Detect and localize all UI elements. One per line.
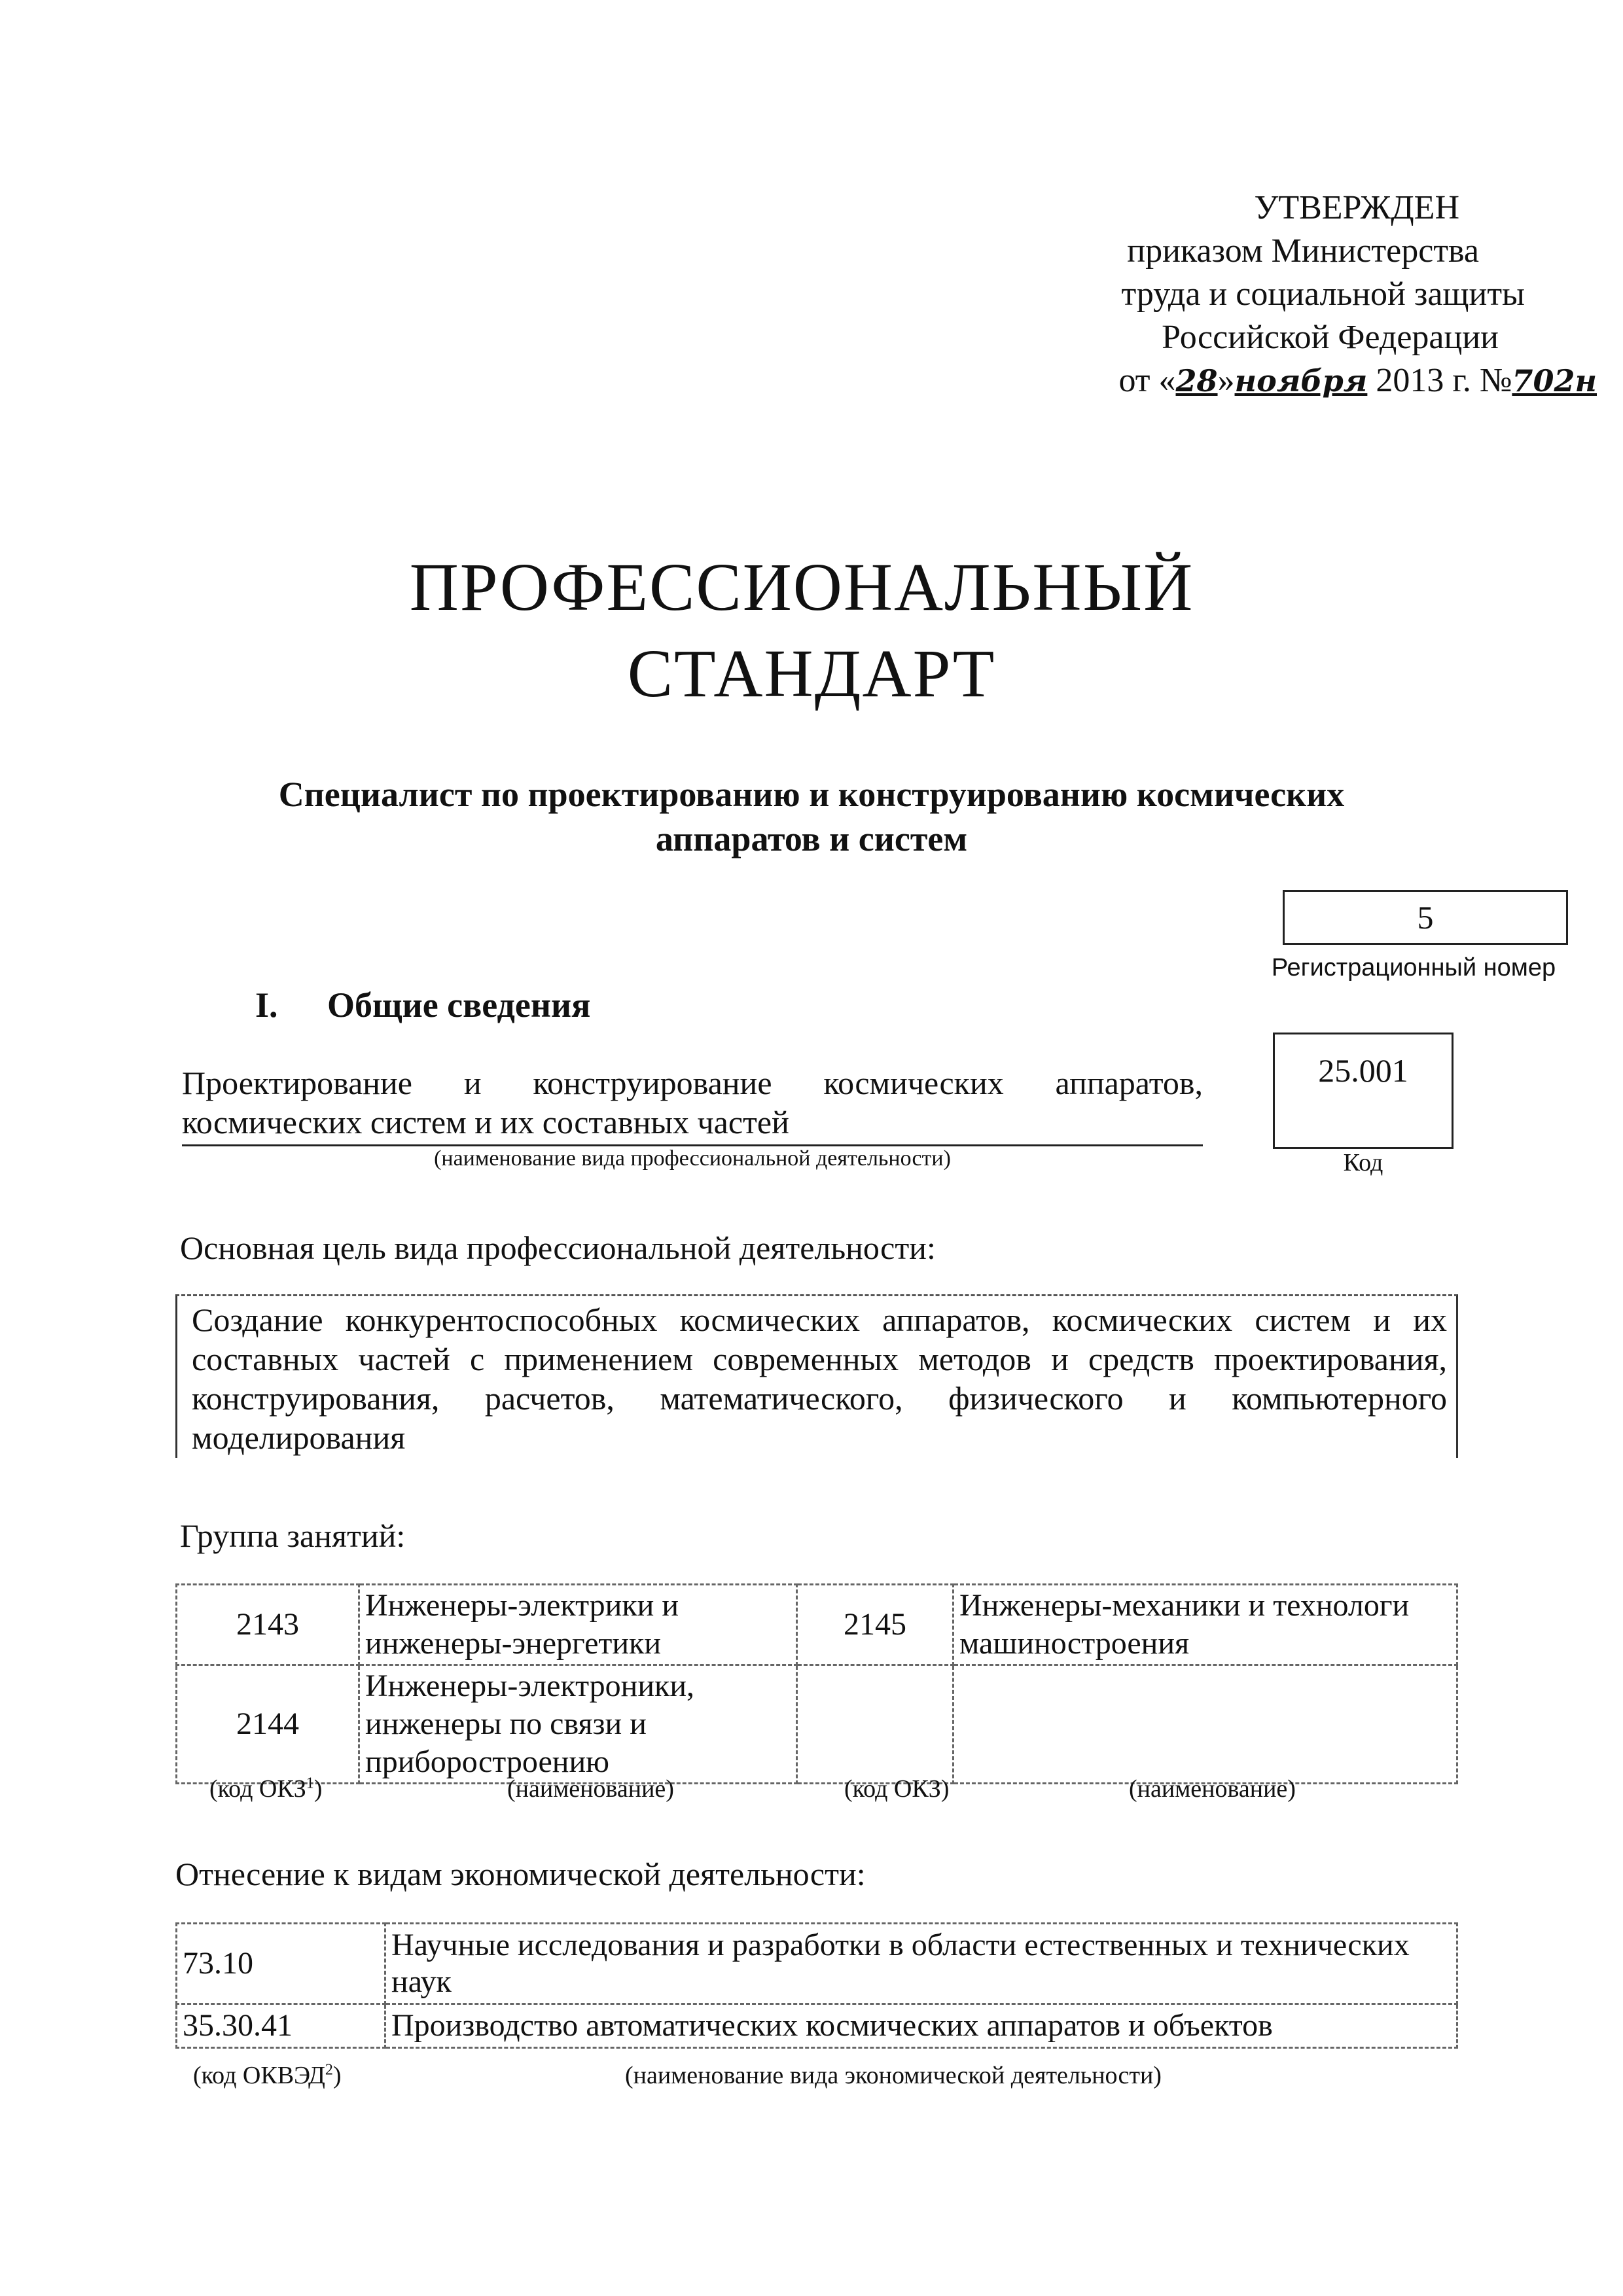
document-title bbox=[0, 544, 1623, 717]
goal-box bbox=[175, 1294, 1458, 1458]
footnote-ref-2[interactable]: 2 bbox=[325, 2061, 333, 2079]
okz-code-2 bbox=[797, 1665, 954, 1784]
subtitle-line-1: Специалист по проектированию и конструированию космических bbox=[278, 775, 1345, 814]
okz-code-caption bbox=[209, 1775, 322, 1803]
section-heading bbox=[255, 985, 590, 1025]
table-row bbox=[177, 1665, 1457, 1784]
okz-code: 2144 bbox=[177, 1665, 359, 1784]
approval-line-4: Российской Федерации bbox=[1162, 319, 1499, 356]
approval-line-3: труда и социальной защиты bbox=[1121, 275, 1525, 313]
section-numeral: I. bbox=[255, 985, 278, 1025]
caption-close: ) bbox=[313, 1775, 323, 1803]
handwritten-day: 28 bbox=[1175, 363, 1218, 398]
standard-name bbox=[196, 772, 1427, 861]
activity-code-box: 25.001 bbox=[1273, 1033, 1454, 1149]
okz-name-2 bbox=[954, 1665, 1457, 1784]
activity-name bbox=[182, 1063, 1203, 1146]
day-separator: » bbox=[1217, 362, 1235, 399]
approval-block bbox=[969, 186, 1597, 402]
okz-name: Инженеры-электроники, инженеры по связи и приборостроению bbox=[359, 1665, 797, 1784]
date-prefix: от « bbox=[1118, 362, 1176, 399]
handwritten-order-number: 702н bbox=[1512, 363, 1597, 398]
table-row bbox=[177, 1585, 1457, 1665]
goal-line-3: конструирования, расчетов, математического, физического и компьютерного bbox=[192, 1380, 1447, 1417]
economic-activity-label: Отнесение к видам экономической деятельности: bbox=[175, 1856, 866, 1892]
handwritten-month: ноября bbox=[1234, 363, 1368, 398]
caption-text: (код ОКВЭД bbox=[193, 2062, 325, 2089]
goal-line-1: Создание конкурентоспособных космических аппаратов, космических систем и их bbox=[192, 1301, 1447, 1338]
caption-text: (код ОКЗ bbox=[209, 1775, 306, 1803]
okz-name-caption: (наименование) bbox=[507, 1775, 674, 1803]
registration-number-box: 5 bbox=[1283, 890, 1568, 945]
table-row bbox=[177, 1924, 1457, 2004]
section-title: Общие сведения bbox=[327, 985, 591, 1025]
goal-label: Основная цель вида профессиональной деятельности: bbox=[180, 1229, 936, 1266]
okz-name: Инженеры-электрики и инженеры-энергетики bbox=[359, 1585, 797, 1665]
okved-code: 73.10 bbox=[177, 1924, 385, 2004]
year-and-number-label: 2013 г. № bbox=[1376, 362, 1512, 399]
okz-name-caption-2: (наименование) bbox=[1129, 1775, 1296, 1803]
title-line-2: СТАНДАРТ bbox=[627, 636, 996, 711]
occupation-table bbox=[175, 1583, 1458, 1784]
approval-date-line bbox=[969, 359, 1597, 402]
goal-line-4: моделирования bbox=[192, 1419, 406, 1456]
okz-code: 2143 bbox=[177, 1585, 359, 1665]
activity-caption: (наименование вида профессиональной деятельности) bbox=[434, 1146, 951, 1171]
okved-name-caption: (наименование вида экономической деятельности) bbox=[625, 2062, 1162, 2089]
economic-activity-table bbox=[175, 1922, 1458, 2049]
title-line-1: ПРОФЕССИОНАЛЬНЫЙ bbox=[409, 550, 1194, 625]
okz-code-caption-2: (код ОКЗ) bbox=[844, 1775, 950, 1803]
okz-name-2: Инженеры-механики и технологи машиностроения bbox=[954, 1585, 1457, 1665]
occupation-group-label: Группа занятий: bbox=[180, 1517, 406, 1554]
caption-close: ) bbox=[332, 2062, 342, 2089]
activity-code-label: Код bbox=[1343, 1149, 1383, 1176]
activity-line-1: Проектирование и конструирование космических аппаратов, bbox=[182, 1065, 1203, 1101]
approval-line-2: приказом Министерства bbox=[1127, 232, 1479, 270]
table-row bbox=[177, 2004, 1457, 2048]
okz-code-2: 2145 bbox=[797, 1585, 954, 1665]
goal-line-2: составных частей с применением современных методов и средств проектирования, bbox=[192, 1341, 1447, 1377]
activity-line-2: космических систем и их составных частей bbox=[182, 1104, 789, 1140]
okved-code-caption bbox=[193, 2061, 342, 2090]
okved-name: Производство автоматических космических аппаратов и объектов bbox=[385, 2004, 1457, 2048]
registration-number-label: Регистрационный номер bbox=[1271, 954, 1556, 981]
approval-line-1: УТВЕРЖДЕН bbox=[1254, 189, 1459, 226]
subtitle-line-2: аппаратов и систем bbox=[655, 819, 968, 858]
okved-code: 35.30.41 bbox=[177, 2004, 385, 2048]
footnote-ref-1[interactable]: 1 bbox=[306, 1775, 314, 1792]
okved-name: Научные исследования и разработки в области естественных и технических наук bbox=[385, 1924, 1457, 2004]
